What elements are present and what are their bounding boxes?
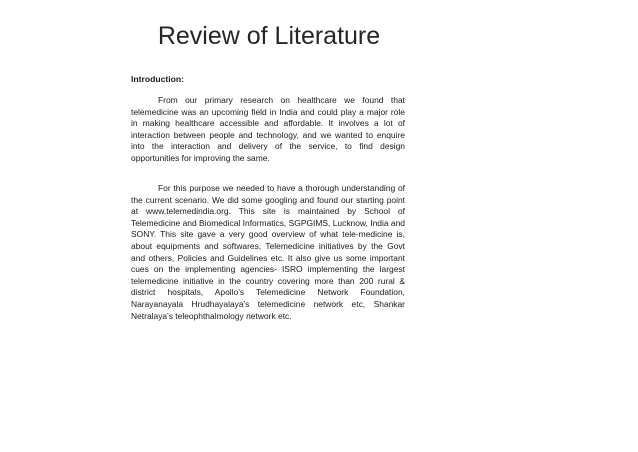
page-title: Review of Literature bbox=[157, 22, 381, 50]
paragraph-1: From our primary research on healthcare we found that telemedicine was an upcoming field in India and could play a major role in making healthcare accessible and affordable. It involves a lot of interaction between people and technology, and we wanted to enquire into the interaction and delivery of the service, to find design opportunities for improving the same. bbox=[131, 95, 405, 163]
paragraph-2: For this purpose we needed to have a thorough understanding of the current scenario. We did some googling and found our starting point at www.telemedindia.org. This site is maintained by School of Telemedicine and Biomedical Informatics, SGPGIMS, Lucknow, India and SONY. This site gave a very good overview of what tele-medicine is, about equipments and softwares, Telemedicine initiatives by the Govt and others, Policies and Guidelines etc. It also give us some important cues on the implementing agencies- ISRO implementing the largest telemedicine initiative in the country covering more than 200 rural & district hospitals, Apollo's Telemedicine Network Foundation, Narayanayala Hrudhayalaya's telemedicine network etc, Shankar Netralaya's teleophthalmology network etc. bbox=[131, 183, 405, 321]
section-heading: Introduction: bbox=[131, 74, 184, 84]
